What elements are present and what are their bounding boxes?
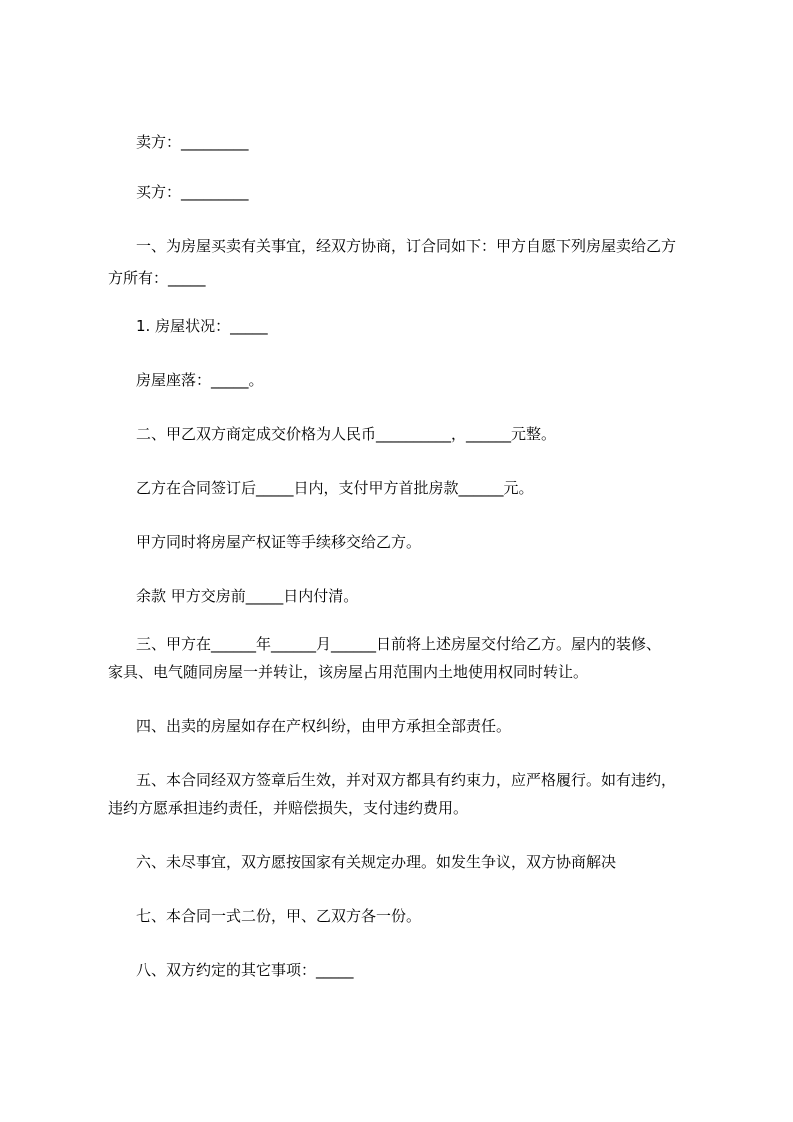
clause-3-line-1: 三、甲方在______年______月______日前将上述房屋交付给乙方。屋内的装修、 (136, 635, 662, 653)
clause-3-line-2: 家具、电气随同房屋一并转让，该房屋占用范围内土地使用权同时转让。 (108, 663, 589, 681)
clause-6: 六、未尽事宜，双方愿按国家有关规定办理。如发生争议，双方协商解决 (136, 853, 617, 871)
house-status-line: 1. 房屋状况：_____ (136, 317, 268, 335)
balance-line: 余款 甲方交房前_____日内付清。 (136, 587, 359, 605)
clause-8: 八、双方约定的其它事项：_____ (136, 961, 354, 979)
clause-1-line-2: 方所有：_____ (108, 269, 206, 287)
first-payment-line: 乙方在合同签订后_____日内，支付甲方首批房款______元。 (136, 479, 534, 497)
clause-4: 四、出卖的房屋如存在产权纠纷，由甲方承担全部责任。 (136, 717, 512, 735)
clause-5-line-1: 五、本合同经双方签章后生效，并对双方都具有约束力，应严格履行。如有违约， (136, 771, 677, 789)
seller-line: 卖方：_________ (136, 133, 249, 151)
buyer-line: 买方：_________ (136, 183, 249, 201)
certificate-transfer-line: 甲方同时将房屋产权证等手续移交给乙方。 (136, 533, 422, 551)
clause-7: 七、本合同一式二份，甲、乙双方各一份。 (136, 907, 422, 925)
house-location-line: 房屋座落：_____。 (136, 371, 264, 389)
clause-1-line-1: 一、为房屋买卖有关事宜，经双方协商，订合同如下：甲方自愿下列房屋卖给乙方 (136, 237, 677, 255)
clause-2: 二、甲乙双方商定成交价格为人民币__________，______元整。 (136, 425, 557, 443)
clause-5-line-2: 违约方愿承担违约责任，并赔偿损失，支付违约费用。 (108, 799, 469, 817)
